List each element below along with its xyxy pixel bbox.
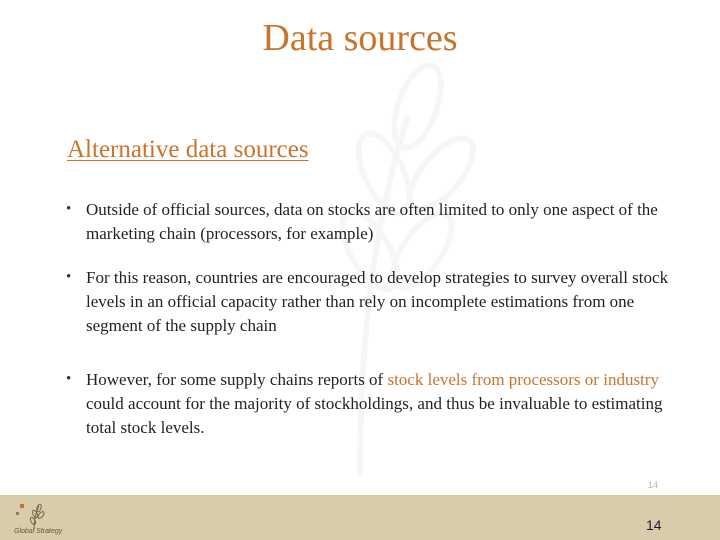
bullet-list <box>66 198 686 440</box>
page-number-ghost: 14 <box>648 480 659 490</box>
bullet-dot-icon: • <box>66 269 72 285</box>
slide-subtitle: Alternative data sources <box>67 136 309 163</box>
bullet-item <box>66 198 686 246</box>
bullet-text: Outside of official sources, data on stocks are often limited to only one aspect of the marketing chain (processors, for example) <box>86 200 658 243</box>
page-number: 14 <box>646 517 662 533</box>
bullet-text: For this reason, countries are encouraged to develop strategies to survey overall stock levels in an official capacity rather than rely on incomplete estimations from one segment of the supply chain <box>86 268 669 335</box>
bullet-dot-icon: • <box>66 201 72 217</box>
bullet-text-after: could account for the majority of stockholdings, and thus be invaluable to estimating total stock levels. <box>86 394 663 437</box>
slide-title: Data sources <box>262 17 458 59</box>
bullet-dot-icon: • <box>66 371 72 387</box>
bullet-item <box>66 266 686 338</box>
bullet-text-before: However, for some supply chains reports of <box>86 370 388 389</box>
bullet-highlight: stock levels from processors or industry <box>387 370 659 389</box>
logo-text: Global Strategy <box>14 528 63 535</box>
footer-bar <box>0 495 720 540</box>
bullet-item <box>66 368 686 440</box>
